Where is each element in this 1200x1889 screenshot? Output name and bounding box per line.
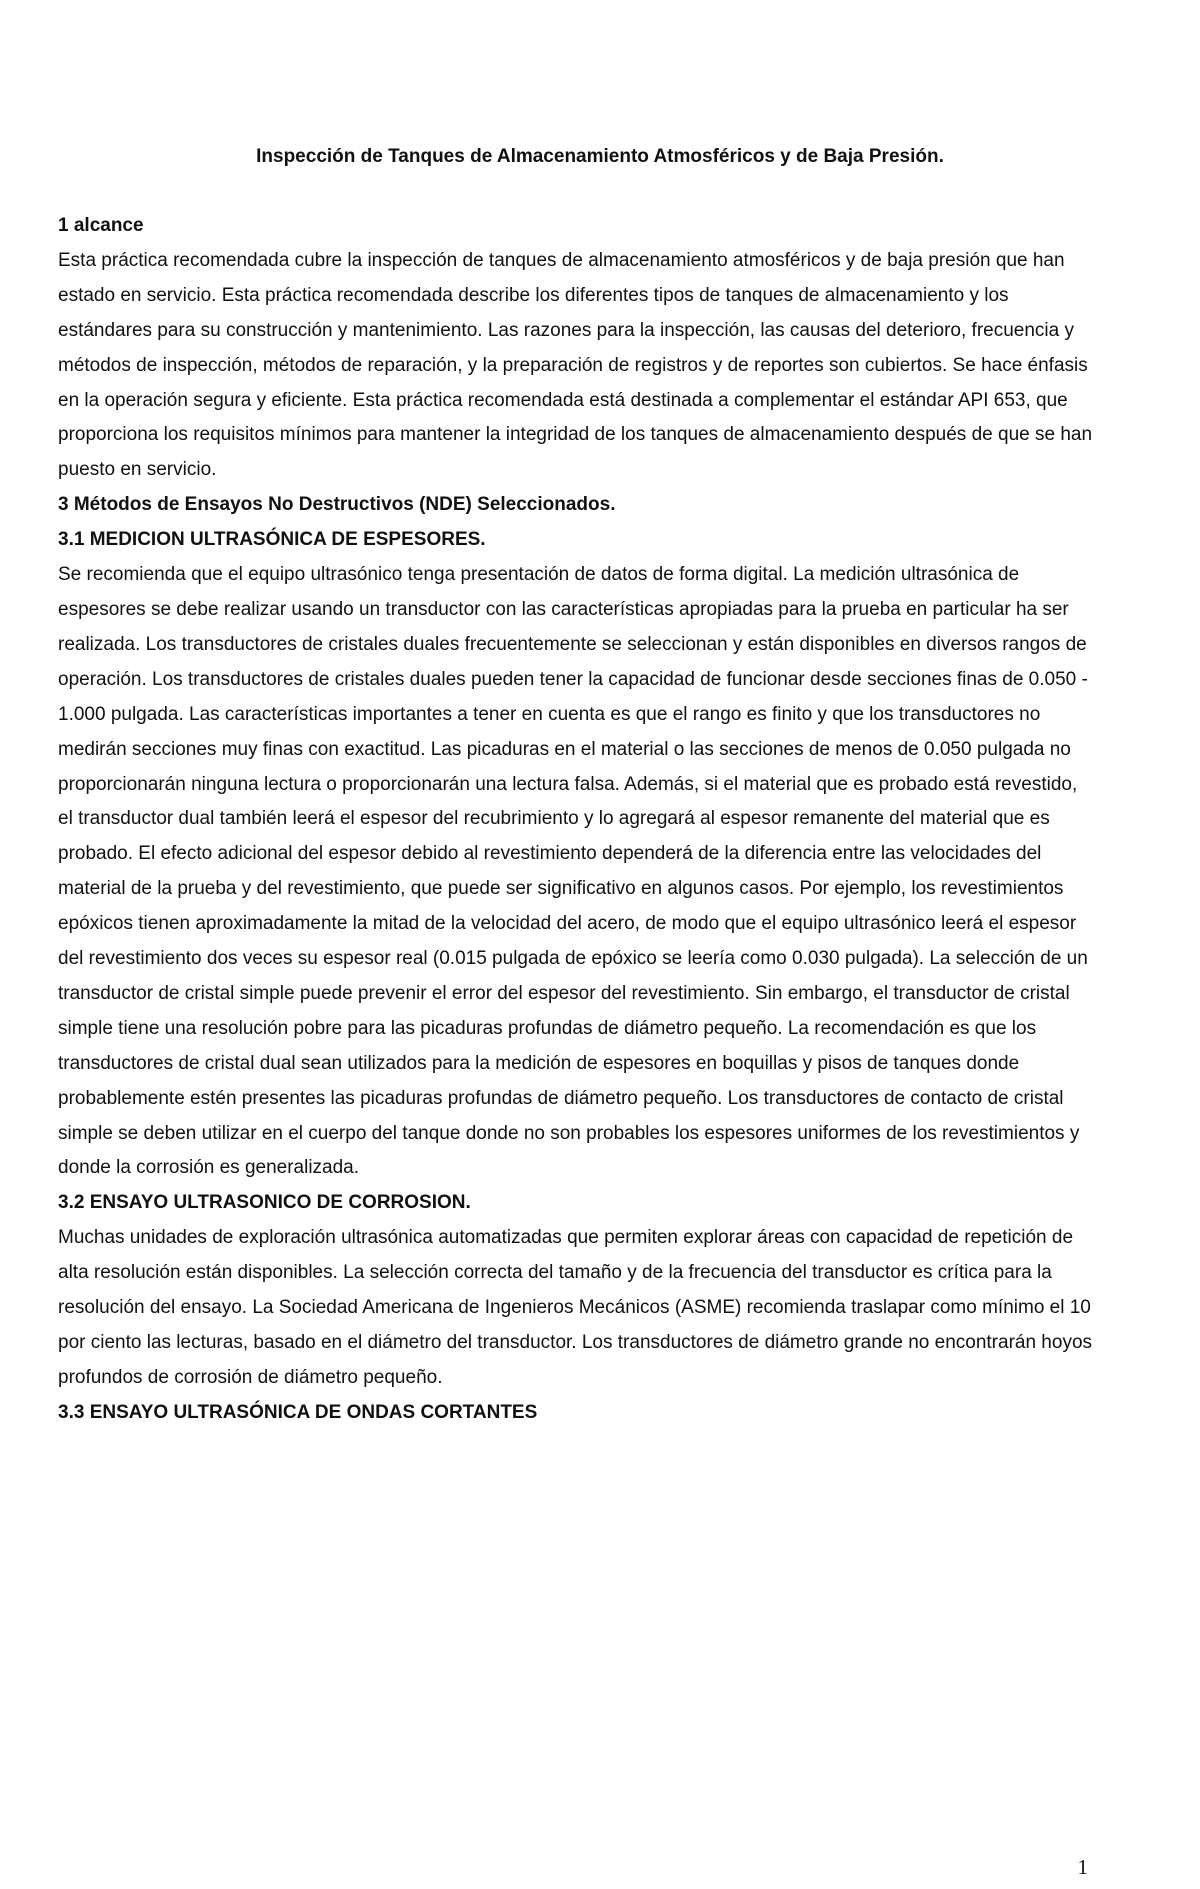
section-paragraph-ultrasonic-thickness: Se recomienda que el equipo ultrasónico tenga presentación de datos de forma digital. La medición ultrasónica de espesores se debe realizar usando un transductor con las características apropiadas para la prueba en particular ha ser realizada. Los transductores de cristales duales frecuentemente se seleccionan y están disponibles en diversos rangos de operación. Los transductores de cristales duales pueden tener la capacidad de funcionar desde secciones finas de 0.050 - 1.000 pulgada. Las características importantes a tener en cuenta es que el rango es finito y que los transductores no medirán secciones muy finas con exactitud. Las picaduras en el material o las secciones de menos de 0.050 pulgada no proporcionarán ninguna lectura o proporcionarán una lectura falsa. Además, si el material que es probado está revestido, el transductor dual también leerá el espesor del recubrimiento y lo agregará al espesor remanente del material que es probado. El efecto adicional del espesor debido al revestimiento dependerá de la diferencia entre las velocidades del material de la prueba y del revestimiento, que puede ser significativo en algunos casos. Por ejemplo, los revestimientos epóxicos tienen aproximadamente la mitad de la velocidad del acero, de modo que el equipo ultrasónico leerá el espesor del revestimiento dos veces su espesor real (0.015 pulgada de epóxico se leería como 0.030 pulgada). La selección de un transductor de cristal simple puede prevenir el error del espesor del revestimiento. Sin embargo, el transductor de cristal simple tiene una resolución pobre para las picaduras profundas de diámetro pequeño. La recomendación es que los transductores de cristal dual sean utilizados para la medición de espesores en boquillas y pisos de tanques donde probablemente estén presentes las picaduras profundas de diámetro pequeño. Los transductores de contacto de cristal simple se deben utilizar en el cuerpo del tanque donde no son probables los espesores uniformes de los revestimientos y donde la corrosión es generalizada. (58, 564, 1088, 1179)
section-heading-ultrasonic-thickness: 3.1 MEDICION ULTRASÓNICA DE ESPESORES. (58, 529, 486, 551)
document-title: Inspección de Tanques de Almacenamiento Atmosféricos y de Baja Presión. (256, 146, 944, 167)
section-heading-nde-methods: 3 Métodos de Ensayos No Destructivos (NDE) Seleccionados. (58, 494, 616, 516)
document-body (58, 209, 1093, 1431)
section-heading-alcance: 1 alcance (58, 215, 144, 236)
section-paragraph-alcance: Esta práctica recomendada cubre la inspección de tanques de almacenamiento atmosféricos y de baja presión que han estado en servicio. Esta práctica recomendada describe los diferentes tipos de tanques de almacenamiento y los estándares para su construcción y mantenimiento. Las razones para la inspección, las causas del deterioro, frecuencia y métodos de inspección, métodos de reparación, y la preparación de registros y de reportes son cubiertos. Se hace énfasis en la operación segura y eficiente. Esta práctica recomendada está destinada a complementar el estándar API 653, que proporciona los requisitos mínimos para mantener la integridad de los tanques de almacenamiento después de que se han puesto en servicio. (58, 249, 1093, 481)
section-heading-shear-wave: 3.3 ENSAYO ULTRASÓNICA DE ONDAS CORTANTES (58, 1401, 538, 1423)
page-number: 1 (1077, 1855, 1088, 1879)
section-heading-ultrasonic-corrosion: 3.2 ENSAYO ULTRASONICO DE CORROSION. (58, 1192, 471, 1214)
section-paragraph-ultrasonic-corrosion: Muchas unidades de exploración ultrasónica automatizadas que permiten explorar áreas con capacidad de repetición de alta resolución están disponibles. La selección correcta del tamaño y de la frecuencia del transductor es crítica para la resolución del ensayo. La Sociedad Americana de Ingenieros Mecánicos (ASME) recomienda traslapar como mínimo el 10 por ciento las lecturas, basado en el diámetro del transductor. Los transductores de diámetro grande no encontrarán hoyos profundos de corrosión de diámetro pequeño. (58, 1227, 1093, 1388)
